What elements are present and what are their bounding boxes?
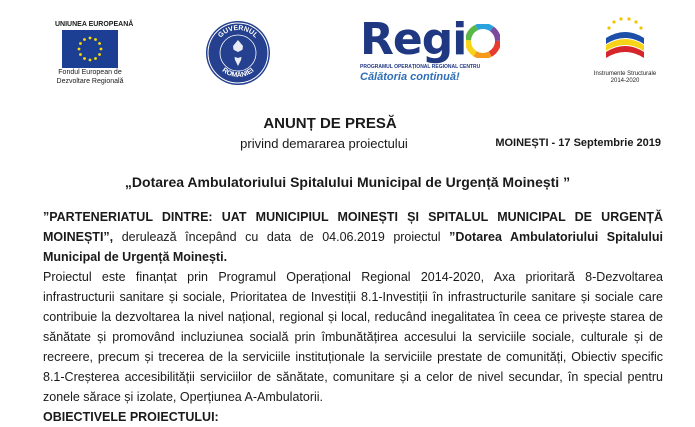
location-date: MOINEȘTI - 17 Septembrie 2019 [495,137,661,149]
eu-star-icon [98,53,101,56]
regio-logo [360,14,520,83]
regio-wordmark-text: Regi [360,14,467,65]
regio-color-wheel-icon [466,24,500,58]
partnership-project-name: ”Dotarea Ambulatoriului Spitalului Municipal de Urgență Moinești. [43,230,663,264]
eu-star-icon [79,53,82,56]
eu-star-icon [100,48,103,51]
partnership-name: ”PARTENERIATUL DINTRE: UAT MUNICIPIUL MOINEȘTI ȘI SPITALUL MUNICIPAL DE URGENȚĂ MOINEȘTI”, [43,210,663,244]
project-title: „Dotarea Ambulatoriului Spitalului Municipal de Urgență Moinești ” [124,174,571,190]
structural-instruments-label: Instrumente Structurale [593,71,657,77]
eu-star-icon [94,57,97,60]
eu-logo-label: UNIUNEA EUROPEANĂ [55,21,134,28]
eu-star-icon [79,42,82,45]
regio-subtitle: PROGRAMUL OPERAȚIONAL REGIONAL CENTRU [360,64,481,70]
press-release-subtitle: privind demararea proiectului [240,136,408,151]
government-seal-icon [205,20,271,86]
eu-star-icon [98,42,101,45]
eu-flag-icon [62,30,118,68]
body-text [43,207,663,427]
svg-text:ROMÂNIEI: ROMÂNIEI [220,66,256,80]
regio-wordmark [360,14,520,65]
regio-slogan: Călătoria continuă! [360,71,460,83]
structural-instruments-emblem-icon [600,16,650,64]
eu-star-icon [89,59,92,62]
eu-star-icon [94,38,97,41]
structural-instruments-period: 2014-2020 [610,78,640,84]
objectives-heading: OBIECTIVELE PROIECTULUI: [43,410,219,424]
government-seal-logo [205,20,271,91]
partnership-paragraph [43,207,663,267]
eu-star-icon [89,37,92,40]
structural-instruments-logo [585,16,665,85]
eu-star-icon [78,48,81,51]
eu-star-icon [83,57,86,60]
partnership-start-text: derulează începând cu data de 04.06.2019 proiectul [113,230,450,244]
press-release-title: ANUNȚ DE PRESĂ [263,115,397,132]
svg-text:GUVERNUL: GUVERNUL [217,24,259,40]
eu-star-icon [83,38,86,41]
eu-fund-line2: Dezvoltare Regională [56,78,124,85]
financing-paragraph: Proiectul este finanțat prin Programul Operațional Regional 2014-2020, Axa prioritară 8-Dezvoltarea infrastructurii sanitare și sociale, Prioritatea de Investiții 8.1-Investiții în infrastructurile sanitare și sociale care contribuie la dezvoltarea la nivel național, regional și local, reducând inegalitatea în ceea ce privește starea de sănătate și promovând incluziunea socială prin îmbunătățirea accesului la serviciile sociale, culturale și de recreere, precum și trecerea de la serviciile instituționale la serviciile prestate de comunități, Obiectiv specific 8.1-Creșterea accesibilității serviciilor de sănătate, comunitare și a celor de nivel secundar, în special pentru zonele sărace și izolate, Operțiunea A-Ambulatorii. [43,270,663,404]
eu-logo [55,20,134,86]
eu-fund-line1: Fondul European de [58,69,122,76]
